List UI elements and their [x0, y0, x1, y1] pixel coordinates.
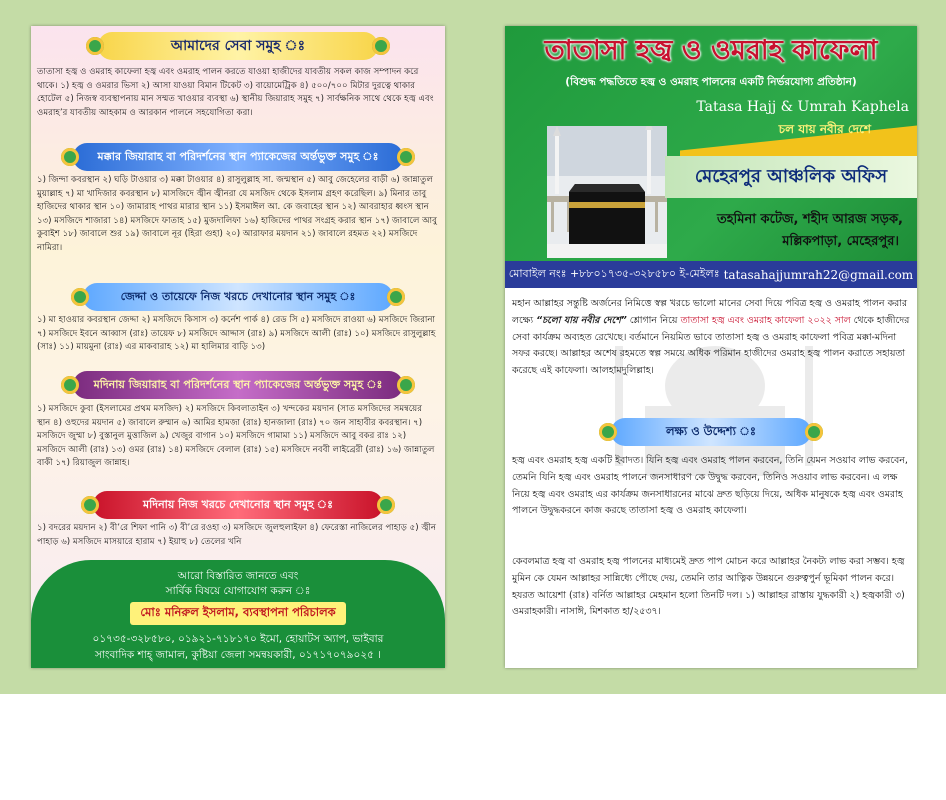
intro-highlight: তাতাসা হজ্ব এবং ওমরাহ কাফেলা ২০২২ সাল: [680, 314, 851, 326]
jeddah-heading-text: জেদ্দা ও তায়েফে নিজ খরচে দেখানোর স্থান সমুহ ঃ: [120, 289, 356, 303]
ornament-icon: [387, 288, 405, 306]
left-panel: [31, 26, 445, 668]
address-line2: মল্লিকপাড়া, মেহেরপুর।: [782, 234, 899, 249]
makkah-heading: [73, 143, 403, 171]
intro-slogan: “চলো যায় নবীর দেশে”: [536, 314, 627, 326]
ornament-icon: [71, 288, 89, 306]
jeddah-text: ১) মা হাওয়ার কবরস্থান জেদ্দা ২) মসজিদে কিসাস ৩) কর্নেশ পার্ক ৪) রেড সি ৫) মসজিদে রাওয়া ৬) মসজিদে জিরানা ৭) মসজিদে ইবনে আব্বাস (রাঃ) তায়েফ ৮) মসজিদে আদ্দাস (রাঃ) ৯) মসজিদে আলী (রাঃ) ১০) মসজিদে রাসুলুল্লাহ (সাঃ) ১১) মায়মুনা (রাঃ) এর মাকবারাহ ১২) মা হালিমার বাড়ি ১৩): [37, 315, 436, 353]
ornament-icon: [372, 37, 390, 55]
makkah-heading-text: মক্কার জিয়ারাহ বা পরিদর্শনের স্থান প্যাকেজের অর্ন্তভুক্ত সমুহ ঃ: [97, 149, 379, 163]
intro-part1: মহান আল্লাহর সন্তুষ্টি অর্জনের নিমিত্তে স্বল্প খরচে ভালো মানের সেবা দিয়ে পবিত্র হজ্ব ও ওমরাহ পালন করার লক্ষ্যে: [512, 298, 908, 326]
madinah-text: ১) মসজিদে কুবা (ইসলামের প্রথম মসজিদ) ২) মসজিদে কিবলাতাইন ৩) খন্দকের ময়দান (সাত মসজিদের সমন্বয়ের স্থান ৪) ওহুদের ময়দান ৫) জাবালে রুম্মান ৬) আমির হামজা (রাঃ) হানজালা (রাঃ) ৭০ জন সাহাবীর কবরস্থান। ৭) মসজিদে জুম্মা ৮) বুস্তানুল মুত্তাজিল ৯) খেজুর বাগান ১০) মসজিদে গামামা ১১) মসজিদে আবু বকর রাঃ ১২) মসজিদে আলী (রাঃ) ১৩) ওমর (রাঃ) ১৪) মসজিদে বেলাল (রাঃ) ১৫) মসজিদে নববী লাইব্রেরী (রাঃ) ১৬) জান্নাতুল বাকী ১৭) রিয়াজুল জান্নাহ।: [37, 404, 435, 469]
intro-part3: থেকে হাজীদের সেবা কার্যক্রম অব্যহত রেখেছে। বর্তমানে নিয়মিত ভাবে তাতাসা হজ্ব ও ওমরাহ কাফেলা পবিত্র মক্কা-মদিনা সফর করছে। আল্লাহর অশেষ রহমতে স্বল্প সময়ে অধিক পরিমান হাজীদের ওমরাহ হজ্ব পালন করাতে সহায়তা করেছে এই কাফেলা। আলহামদুলিল্লাহ।: [512, 314, 910, 377]
contact-line2: সার্বিক বিষয়ে যোগাযোগ করুন ঃ: [165, 585, 311, 597]
contact-bar: [505, 261, 917, 288]
madinah-own-heading: [93, 491, 383, 519]
goals-paragraph2: কেবলমাত্র হজ্ব বা ওমরাহ হজ্ব পালনের মাধ্যমেই দ্রুত পাপ মোচন করে আল্লাহর নৈকট্য লাভ করা সম্ভব। হজ্ব মুমিন কে যেমন আল্লাহর সান্নিধ্যে পৌছে দেয়, তেমনি তার আত্নিক উন্নয়নে গুরুত্বপুর্ন ভূমিকা পালন করে। হযরত আয়েশা (রাঃ) বর্নিত আল্লাহর মেহমান হলো তিনটি দল। ১) আল্লাহর রাস্তায় যুদ্ধকারী ২) হজ্বকারী ৩) ওমরাহকারী। নাসাঈ, মিশকাত হা/২৫৩৭।: [512, 556, 905, 618]
madinah-heading-text: মদিনায় জিয়ারাহ বা পরিদর্শনের স্থান প্যাকেজের অর্ন্তভুক্ত সমুহ ঃ: [93, 377, 383, 391]
jeddah-heading: [83, 283, 393, 311]
journalist-line: সাংবাদিক শাহ্ জামাল, কুষ্টিয়া জেলা সমন্বয়কারী, ০১৭১৭০৭৯০২৫ ।: [94, 649, 382, 661]
ornament-icon: [377, 496, 395, 514]
makkah-text: ১) জিন্দা কবরস্থান ২) ঘড়ি টাওয়ার ৩) মক্কা টাওয়ার ৪) রাসুলুল্লাহ সা. জন্মস্থান ৫) আবু জেহেলের বাড়ী ৬) জান্নাতুল মুয়াল্লাহ ৭) মা খাদিজার কবরস্থান ৮) মাসজিদে জ্বীন জ্বীনরা যে মসজিদ থেকে ইসলাম গ্রহণ করেছিল। ৯) মিনার তাবু হাজিদের থাকার স্থান ১০) জামারাহ পাথর মারার স্থান ১১) ইসমাঈল আ. কে জবাহের স্থান ১২) আবরাহার ধ্বংস স্থান ১৩) মসজিদে শাজারা ১৪) মসজিদে ফাতাহ ১৫) মুজদালিফা ১৬) হাজিদের পাথর সংগ্রহ করার স্থান ১৭) জাবালে আবু কুবাইশ ১৮) জাবালে শুর ১৯) জাবালে নূর (হিরা গুহা) ২০) আরাফার ময়দান ২১) জাবালে রহমত ২২) মসজিদে নামিরা।: [37, 175, 437, 253]
goals-heading-text: লক্ষ্য ও উদ্দেশ্য ঃ: [665, 423, 756, 438]
contact-line1: আরো বিস্তারিত জানতে এবং: [177, 570, 299, 582]
office-label: মেহেরপুর আঞ্চলিক অফিস: [665, 156, 917, 198]
ornament-icon: [86, 37, 104, 55]
manager-name: মোঃ মনিরুল ইসলাম, ব্যবস্থাপনা পরিচালক: [130, 602, 345, 625]
ornament-icon: [397, 148, 415, 166]
org-subtitle: (বিশুদ্ধ পদ্ধতিতে হজ্ব ও ওমরাহ পালনের একটি নির্ভরযোগ্য প্রতিষ্ঠান): [565, 76, 857, 88]
address-line1: তহমিনা কটেজ, শহীদ আরজ সড়ক,: [716, 212, 903, 227]
ornament-icon: [61, 148, 79, 166]
ornament-icon: [599, 423, 617, 441]
services-text: তাতাসা হজ্ব ও ওমরাহ কাফেলা হজ্ব এবং ওমরাহ পালন করতে যাওয়া হাজীদের যাবতীয় সকল কাজ সম্পাদন করে থাকে। ১) হজ্ব ও ওমরার ভিসা ২) আসা যাওয়া বিমান টিকেট ৩) বায়োমেট্রিক ৪) ৫০০/৭০০ মিটার দুরত্বে থাকার হোটেল ৫) নিজস্ব ব্যবস্থাপনায় মান সম্মত খাওয়ার ব্যবস্থা ৬) স্থানীয় জিয়ারাহ সমুহ ৭) সার্বক্ষনিক সাথে থেকে হজ্ব এবং ওমরাহ’র যাবতীয় আহকাম ও আরকান পালনে সহযোগিতা করা।: [37, 67, 434, 118]
email-text: tatasahajjumrah22@gmail.com: [723, 267, 914, 282]
madinah-heading: [73, 371, 403, 399]
intro-part2: শ্লোগান নিয়ে: [629, 314, 678, 326]
slogan: চল যায় নবীর দেশে: [778, 122, 871, 136]
contact-phones: ০১৭৩৫-৩২৮৫৮০, ০১৯২১-৭১৮১৭০ ইমো, হোয়াটস অ্যাপ, ভাইবার: [92, 633, 384, 645]
ornament-icon: [81, 496, 99, 514]
ornament-icon: [397, 376, 415, 394]
ornament-icon: [61, 376, 79, 394]
phone-label: মোবাইল নংঃ +৮৮০১৭৩৫-৩২৮৫৮০ ই-মেইলঃ: [508, 267, 720, 280]
contact-box: [31, 560, 445, 668]
org-english-name: Tatasa Hajj & Umrah Kaphela: [696, 99, 909, 115]
intro-paragraph: [512, 296, 910, 380]
goals-heading: [611, 418, 811, 446]
services-heading: [98, 32, 378, 60]
ornament-icon: [805, 423, 823, 441]
services-heading-text: আমাদের সেবা সমুহ ঃ: [170, 38, 306, 54]
madinah-own-text: ১) বদরের ময়দান ২) বী’রে শিফা পানি ৩) বী’রে রওহা ৩) মসজিদে জুলহুলাইফা ৪) ফেরেস্তা নাজিলের পাহাড় ৫) জ্বীন পাহাড় ৬) মসজিদে মাসয়ারে হারাম ৭) ইয়াহু ৮) তেলের খনি: [37, 523, 437, 547]
org-title: তাতাসা হজ্ব ও ওমরাহ কাফেলা: [544, 35, 878, 66]
goals-paragraph1: হজ্ব এবং ওমরাহ হজ্ব একটি ইবাদত। যিনি হজ্ব এবং ওমরাহ পালন করবেন, তিনি যেমন সওয়াব লাভ করবেন, তেমনি যিনি হজ্ব এবং ওমরাহ পালনে জনসাধারণ কে উদ্বুদ্ধ করবেন, তিনিও সওয়াব লাভ করবেন। এ লক্ষ নিয়ে হজ্ব এবং ওমরাহ এর কার্যক্রম জনসাধারনের মাঝে দ্রুত ছড়িয়ে দিয়ে, অধিক মানুষকে হজ্ব এবং ওমরাহ পালনে উদ্বুদ্ধকরনে কাজ করছে তাতাসা হজ্ব ও ওমরাহ কাফেলা।: [512, 455, 908, 517]
madinah-own-heading-text: মদিনায় নিজ খরচে দেখানোর স্থান সমুহ ঃ: [143, 497, 333, 511]
right-panel: [505, 26, 917, 668]
kaaba-icon: [547, 126, 667, 258]
